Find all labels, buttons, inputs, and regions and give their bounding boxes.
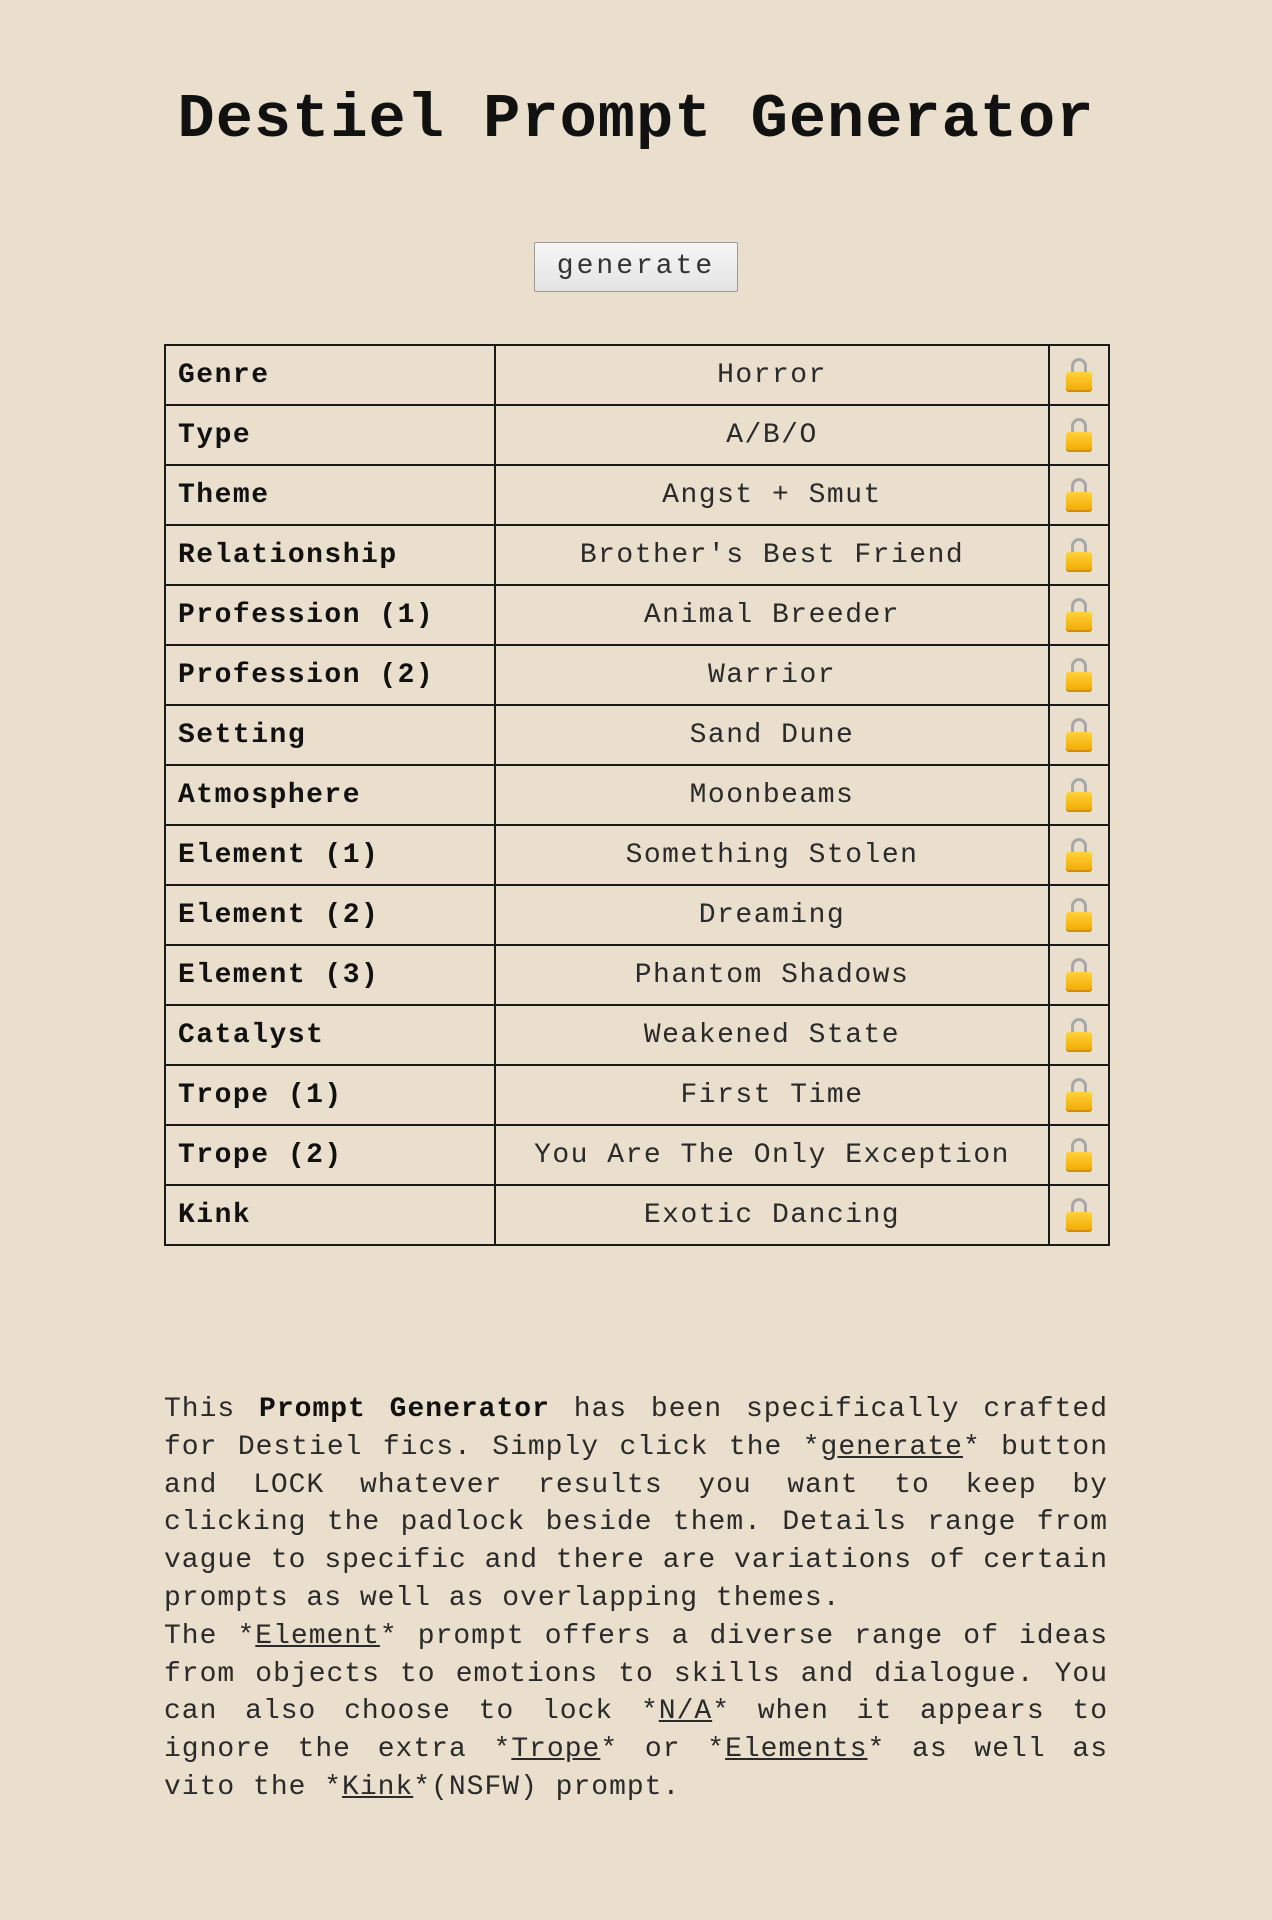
table-row	[165, 825, 1109, 885]
generate-wrap	[164, 242, 1108, 292]
lock-toggle[interactable]	[1049, 465, 1109, 525]
desc-text: * or *	[600, 1734, 726, 1766]
elements-link[interactable]: Elements	[725, 1734, 868, 1766]
generate-button[interactable]: generate	[534, 242, 738, 292]
desc-text: *(NSFW) prompt.	[413, 1771, 681, 1803]
generate-link[interactable]: generate	[820, 1431, 963, 1463]
row-value: First Time	[495, 1065, 1049, 1125]
row-value: Warrior	[495, 645, 1049, 705]
desc-text: * when it appears to ignore the extra *	[164, 1696, 1108, 1766]
padlock-icon[interactable]	[1066, 718, 1092, 752]
table-row	[165, 405, 1109, 465]
row-label: Trope (2)	[165, 1125, 495, 1185]
table-row	[165, 525, 1109, 585]
description	[164, 1391, 1108, 1807]
row-value: Phantom Shadows	[495, 945, 1049, 1005]
table-row	[165, 645, 1109, 705]
padlock-icon[interactable]	[1066, 658, 1092, 692]
row-label: Trope (1)	[165, 1065, 495, 1125]
lock-toggle[interactable]	[1049, 885, 1109, 945]
table-row	[165, 1005, 1109, 1065]
table-row	[165, 585, 1109, 645]
description-paragraph-2	[164, 1618, 1108, 1807]
row-value: Something Stolen	[495, 825, 1049, 885]
padlock-icon[interactable]	[1066, 358, 1092, 392]
na-link[interactable]: N/A	[658, 1696, 713, 1728]
table-row	[165, 1125, 1109, 1185]
desc-bold-prompt-generator: Prompt Generator	[259, 1394, 550, 1425]
row-label: Element (3)	[165, 945, 495, 1005]
padlock-icon[interactable]	[1066, 1138, 1092, 1172]
lock-toggle[interactable]	[1049, 525, 1109, 585]
padlock-icon[interactable]	[1066, 778, 1092, 812]
table-row	[165, 885, 1109, 945]
padlock-icon[interactable]	[1066, 1078, 1092, 1112]
lock-toggle[interactable]	[1049, 1125, 1109, 1185]
row-value: Horror	[495, 345, 1049, 405]
row-value: Moonbeams	[495, 765, 1049, 825]
row-value: Dreaming	[495, 885, 1049, 945]
table-row	[165, 765, 1109, 825]
lock-toggle[interactable]	[1049, 825, 1109, 885]
lock-toggle[interactable]	[1049, 945, 1109, 1005]
row-label: Theme	[165, 465, 495, 525]
row-label: Element (1)	[165, 825, 495, 885]
table-row	[165, 945, 1109, 1005]
padlock-icon[interactable]	[1066, 1198, 1092, 1232]
desc-text: * button and LOCK whatever results you want to keep by clicking the padlock beside them. Details range from vague to specific and there are variations of certain prompts as well as overlapping themes.	[164, 1431, 1108, 1614]
row-value: Brother's Best Friend	[495, 525, 1049, 585]
row-value: A/B/O	[495, 405, 1049, 465]
lock-toggle[interactable]	[1049, 1185, 1109, 1245]
padlock-icon[interactable]	[1066, 478, 1092, 512]
lock-toggle[interactable]	[1049, 765, 1109, 825]
element-link[interactable]: Element	[255, 1620, 380, 1652]
row-label: Type	[165, 405, 495, 465]
table-row	[165, 465, 1109, 525]
table-row	[165, 1185, 1109, 1245]
padlock-icon[interactable]	[1066, 1018, 1092, 1052]
row-label: Setting	[165, 705, 495, 765]
row-label: Kink	[165, 1185, 495, 1245]
lock-toggle[interactable]	[1049, 705, 1109, 765]
row-label: Profession (1)	[165, 585, 495, 645]
lock-toggle[interactable]	[1049, 645, 1109, 705]
table-row	[165, 705, 1109, 765]
row-value: Animal Breeder	[495, 585, 1049, 645]
page-title: Destiel Prompt Generator	[177, 84, 1095, 155]
lock-toggle[interactable]	[1049, 405, 1109, 465]
prompt-table	[164, 344, 1110, 1246]
table-row	[165, 1065, 1109, 1125]
desc-text: * prompt offers a diverse range of ideas from objects to emotions to skills and dialogue. You can also choose to lock *	[164, 1620, 1108, 1728]
prompt-table-body	[165, 345, 1109, 1245]
padlock-icon[interactable]	[1066, 538, 1092, 572]
row-value: You Are The Only Exception	[495, 1125, 1049, 1185]
desc-text: has been specifically crafted for Destiel fics. Simply click the *	[164, 1394, 1109, 1463]
row-label: Genre	[165, 345, 495, 405]
padlock-icon[interactable]	[1066, 898, 1092, 932]
lock-toggle[interactable]	[1049, 1005, 1109, 1065]
row-label: Relationship	[165, 525, 495, 585]
description-paragraph-1	[164, 1391, 1108, 1618]
row-value: Angst + Smut	[495, 465, 1049, 525]
trope-link[interactable]: Trope	[511, 1734, 601, 1766]
desc-text: The *	[164, 1620, 256, 1652]
desc-text: This	[164, 1394, 260, 1425]
row-value: Weakened State	[495, 1005, 1049, 1065]
row-label: Element (2)	[165, 885, 495, 945]
row-value: Sand Dune	[495, 705, 1049, 765]
padlock-icon[interactable]	[1066, 958, 1092, 992]
padlock-icon[interactable]	[1066, 418, 1092, 452]
padlock-icon[interactable]	[1066, 838, 1092, 872]
table-row	[165, 345, 1109, 405]
padlock-icon[interactable]	[1066, 598, 1092, 632]
lock-toggle[interactable]	[1049, 585, 1109, 645]
row-value: Exotic Dancing	[495, 1185, 1049, 1245]
lock-toggle[interactable]	[1049, 1065, 1109, 1125]
kink-link[interactable]: Kink	[342, 1771, 414, 1803]
row-label: Atmosphere	[165, 765, 495, 825]
lock-toggle[interactable]	[1049, 345, 1109, 405]
row-label: Profession (2)	[165, 645, 495, 705]
desc-text: * as well as vito the *	[164, 1734, 1108, 1803]
row-label: Catalyst	[165, 1005, 495, 1065]
